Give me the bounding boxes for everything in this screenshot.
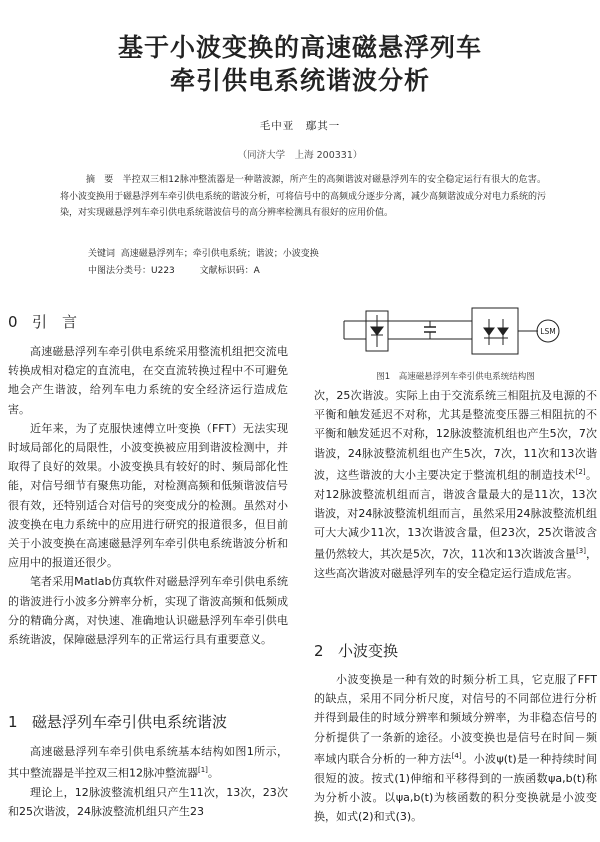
citation: [1]	[198, 766, 208, 775]
paragraph: 高速磁悬浮列车牵引供电系统采用整流机组把交流电转换成相对稳定的直流电，在交直流转换过程中不可避免地会产生谐波，给列车电力系统的安全经济运行造成危害。	[8, 345, 288, 416]
abstract-text: 半控双三相12脉冲整流器是一种谐波源，所产生的高频谐波对磁悬浮列车的安全稳定运行有很大的危害。将小波变换用于磁悬浮列车牵引供电系统的谐波分析，可将信号中的高频成分逐步分离，减少高频谐波成分对电力系统的污染，对实现磁悬浮列车牵引供电系统谐波信号的高分辨率检测具有很好的应用价值。	[60, 175, 547, 218]
section-heading-wavelet	[314, 640, 398, 661]
thyristor-symbol	[371, 327, 383, 335]
inverter-switch-symbol	[484, 328, 494, 335]
right-column-section-2	[314, 670, 597, 826]
left-column-section-1	[8, 742, 288, 821]
motor-label: LSM	[540, 327, 556, 336]
inverter-block	[472, 308, 518, 354]
abstract-label: 摘 要	[86, 175, 114, 185]
paragraph-text: 高速磁悬浮列车牵引供电系统基本结构如图1所示，其中整流器是半控双三相12脉冲整流器	[8, 745, 288, 780]
affiliation: （同济大学 上海 200331）	[237, 150, 363, 161]
system-structure-diagram	[342, 305, 564, 363]
paragraph	[8, 742, 288, 783]
paper-title-line-1: 基于小波变换的高速磁悬浮列车	[117, 33, 482, 62]
citation: [3]	[576, 547, 586, 556]
authors: 毛中亚 鄢其一	[259, 120, 341, 132]
section-number: 0	[8, 313, 18, 331]
left-column-intro	[8, 342, 288, 649]
clc-label: 中图法分类号：	[88, 266, 152, 276]
paragraph-text: 。	[207, 766, 219, 780]
paper-title-line-2: 牵引供电系统谐波分析	[169, 66, 430, 95]
doc-code: A	[253, 266, 260, 276]
clc-code: U223	[151, 266, 175, 276]
paragraph-text: 。小波ψ(t)是一种持续时间很短的波。按式(1)伸缩和平移得到的一族函数ψa,b(t)称为分析小波。以ψa,b(t)为核函数的积分变换就是小波变换，如式(2)和式(3)。	[314, 752, 598, 824]
classification-line	[88, 263, 260, 276]
paragraph-text: 小波变换是一种有效的时频分析工具，它克服了FFT的缺点，采用不同分析尺度，对信号的不同部位进行分析并得到最佳的时域分辨率和频域分辨率，为非稳态信号的分析提供了一条新的途径。小波变换也是信号在时间－频率域内联合分析的一种方法	[314, 673, 597, 766]
paragraph	[314, 670, 597, 826]
section-title: 引 言	[32, 313, 78, 331]
keywords-label: 关键词	[88, 249, 116, 259]
paragraph	[314, 386, 597, 583]
abstract	[60, 172, 546, 222]
figure-caption: 图1 高速磁悬浮列车牵引供电系统结构图	[376, 372, 535, 382]
doc-code-label: 文献标识码：	[199, 266, 254, 276]
paragraph-text: ，这些高次谐波对磁悬浮列车的安全稳定运行造成危害。	[314, 547, 598, 581]
keywords-text: 高速磁悬浮列车；牵引供电系统；谐波；小波变换	[120, 249, 319, 259]
citation: [4]	[451, 751, 462, 760]
section-number: 1	[8, 713, 18, 731]
section-title: 磁悬浮列车牵引供电系统谐波	[32, 713, 228, 731]
paragraph-text: 次，25次谐波。实际上由于交流系统三相阻抗及电源的不平衡和触发延迟不对称，尤其是整流变压器三相阻抗的不平衡和触发延迟不对称，12脉波整流机组也产生5次，7次谐波，24脉波整流机组也产生5次，7次，11次和13次谐波，这些谐波的大小主要决定于整流机组的制造技术	[314, 389, 597, 482]
section-title: 小波变换	[338, 642, 399, 660]
keywords-line	[88, 246, 319, 259]
paragraph: 近年来，为了克服快速傅立叶变换（FFT）无法实现时域局部化的局限性，小波变换被应用到谐波检测中，并取得了良好的效果。小波变换具有较好的时、频局部化性能，对信号细节有聚焦功能，对检测高频和低频谐波信号很有效，还特别适合对信号的突变成分的检测。虽然对小波变换在电力系统中的应用进行研究的报道很多，但目前关于小波变换在高速磁悬浮列车牵引供电系统谐波分析和应用中的报道还很少。	[8, 421, 288, 570]
paragraph: 理论上，12脉波整流机组只产生11次，13次，23次和25次谐波，24脉波整流机组只产生23	[8, 786, 288, 819]
section-number: 2	[314, 642, 324, 660]
paragraph: 笔者采用Matlab仿真软件对磁悬浮列车牵引供电系统的谐波进行小波多分辨率分析，实现了谐波高频和低频成分的精确分离，对快速、准确地认识磁悬浮列车牵引供电系统谐波，保障磁悬浮列车的正常运行具有重要意义。	[8, 575, 288, 647]
section-heading-harmonics	[8, 711, 227, 732]
section-heading-introduction	[8, 311, 77, 332]
paragraph-text: 。对12脉波整流机组而言，谐波含量最大的是11次，13次谐波，对24脉波整流机组而言，虽然采用24脉波整流机组可大大减少11次，13次谐波含量，但23次，25次谐波含量仍然较大，其次是5次，7次，11次和13次谐波含量	[314, 468, 598, 561]
right-column-section-1	[314, 386, 597, 583]
citation: [2]	[575, 467, 586, 476]
